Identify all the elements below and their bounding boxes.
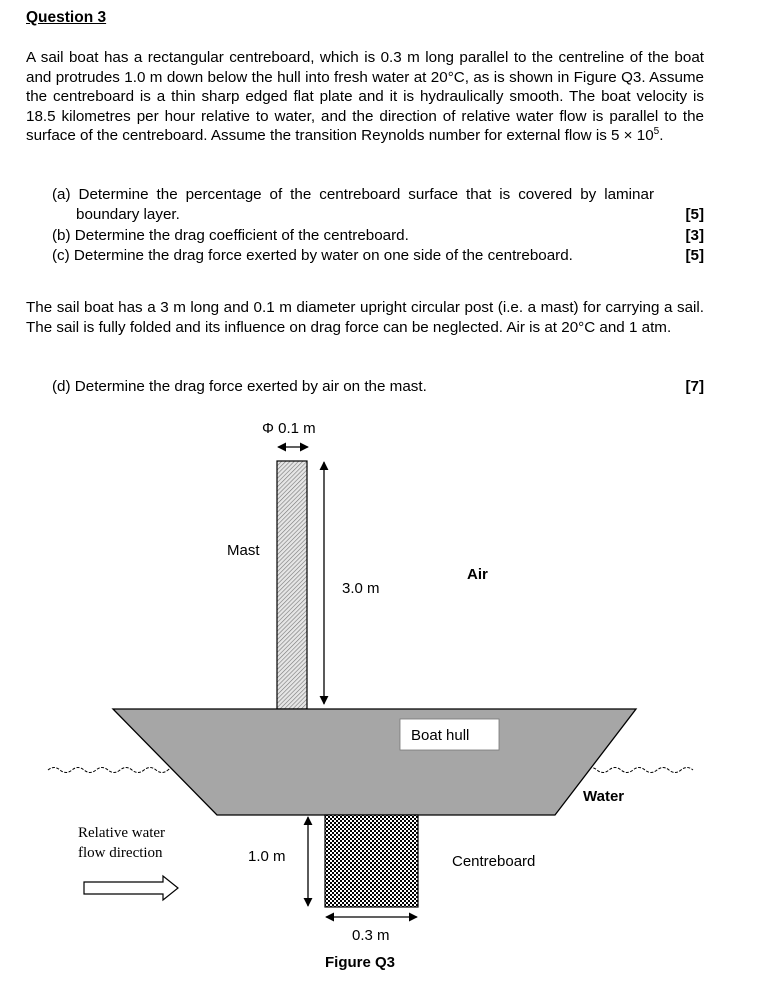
mast-height-label: 3.0 m [342, 580, 380, 597]
water-label: Water [583, 788, 625, 805]
mast [277, 461, 307, 709]
mast-label: Mast [227, 542, 260, 559]
flow-label-line1: Relative water [78, 825, 166, 841]
width-label: 0.3 m [352, 927, 390, 944]
flow-direction-arrow [84, 876, 178, 900]
flow-label-line2: flow direction [78, 845, 163, 861]
question-c-marks: [5] [685, 247, 704, 264]
question-a-marks: [5] [685, 205, 704, 223]
intro-paragraph: A sail boat has a rectangular centreboard, which is 0.3 m long parallel to the centreline of the boat and protrudes 1.0 m down below the hull into fresh water at 20°C, as is shown in Figure Q3. Assume the centreboard is a thin sharp edged flat plate and it is hydraulically smooth. The boat velocity is 18.5 kilometres per hour relative to water, and the direction of relative water flow is parallel to the surface of the centreboard. Assume the transition Reynolds number for external flow is $5 \times 10^5$. [26, 49, 704, 145]
centreboard-label: Centreboard [452, 853, 536, 870]
depth-label: 1.0 m [248, 848, 286, 865]
water-surface-right [585, 768, 693, 773]
question-b-text: (b) Determine the drag coefficient of the centreboard. [52, 227, 409, 244]
air-label: Air [467, 566, 488, 583]
figure-caption: Figure Q3 [325, 954, 396, 971]
question-b-marks: [3] [685, 227, 704, 244]
question-a-text: (a) Determine the percentage of the centreboard surface that is covered by laminar boundary layer. [52, 186, 654, 223]
centreboard [325, 815, 418, 907]
question-c-text: (c) Determine the drag force exerted by water on one side of the centreboard. [52, 247, 573, 264]
mast-paragraph: The sail boat has a 3 m long and 0.1 m diameter upright circular post (i.e. a mast) for carrying a sail. The sail is fully folded and its influence on drag force can be neglected. Air is at 20°C and 1 atm. [26, 299, 704, 336]
water-surface-left [48, 766, 174, 773]
diameter-label: Φ 0.1 m [262, 420, 316, 437]
question-d-text: (d) Determine the drag force exerted by air on the mast. [52, 378, 427, 395]
question-d-marks: [7] [685, 378, 704, 395]
boat-hull [113, 709, 636, 815]
hull-label: Boat hull [411, 727, 470, 744]
question-heading: Question 3 [26, 9, 107, 26]
